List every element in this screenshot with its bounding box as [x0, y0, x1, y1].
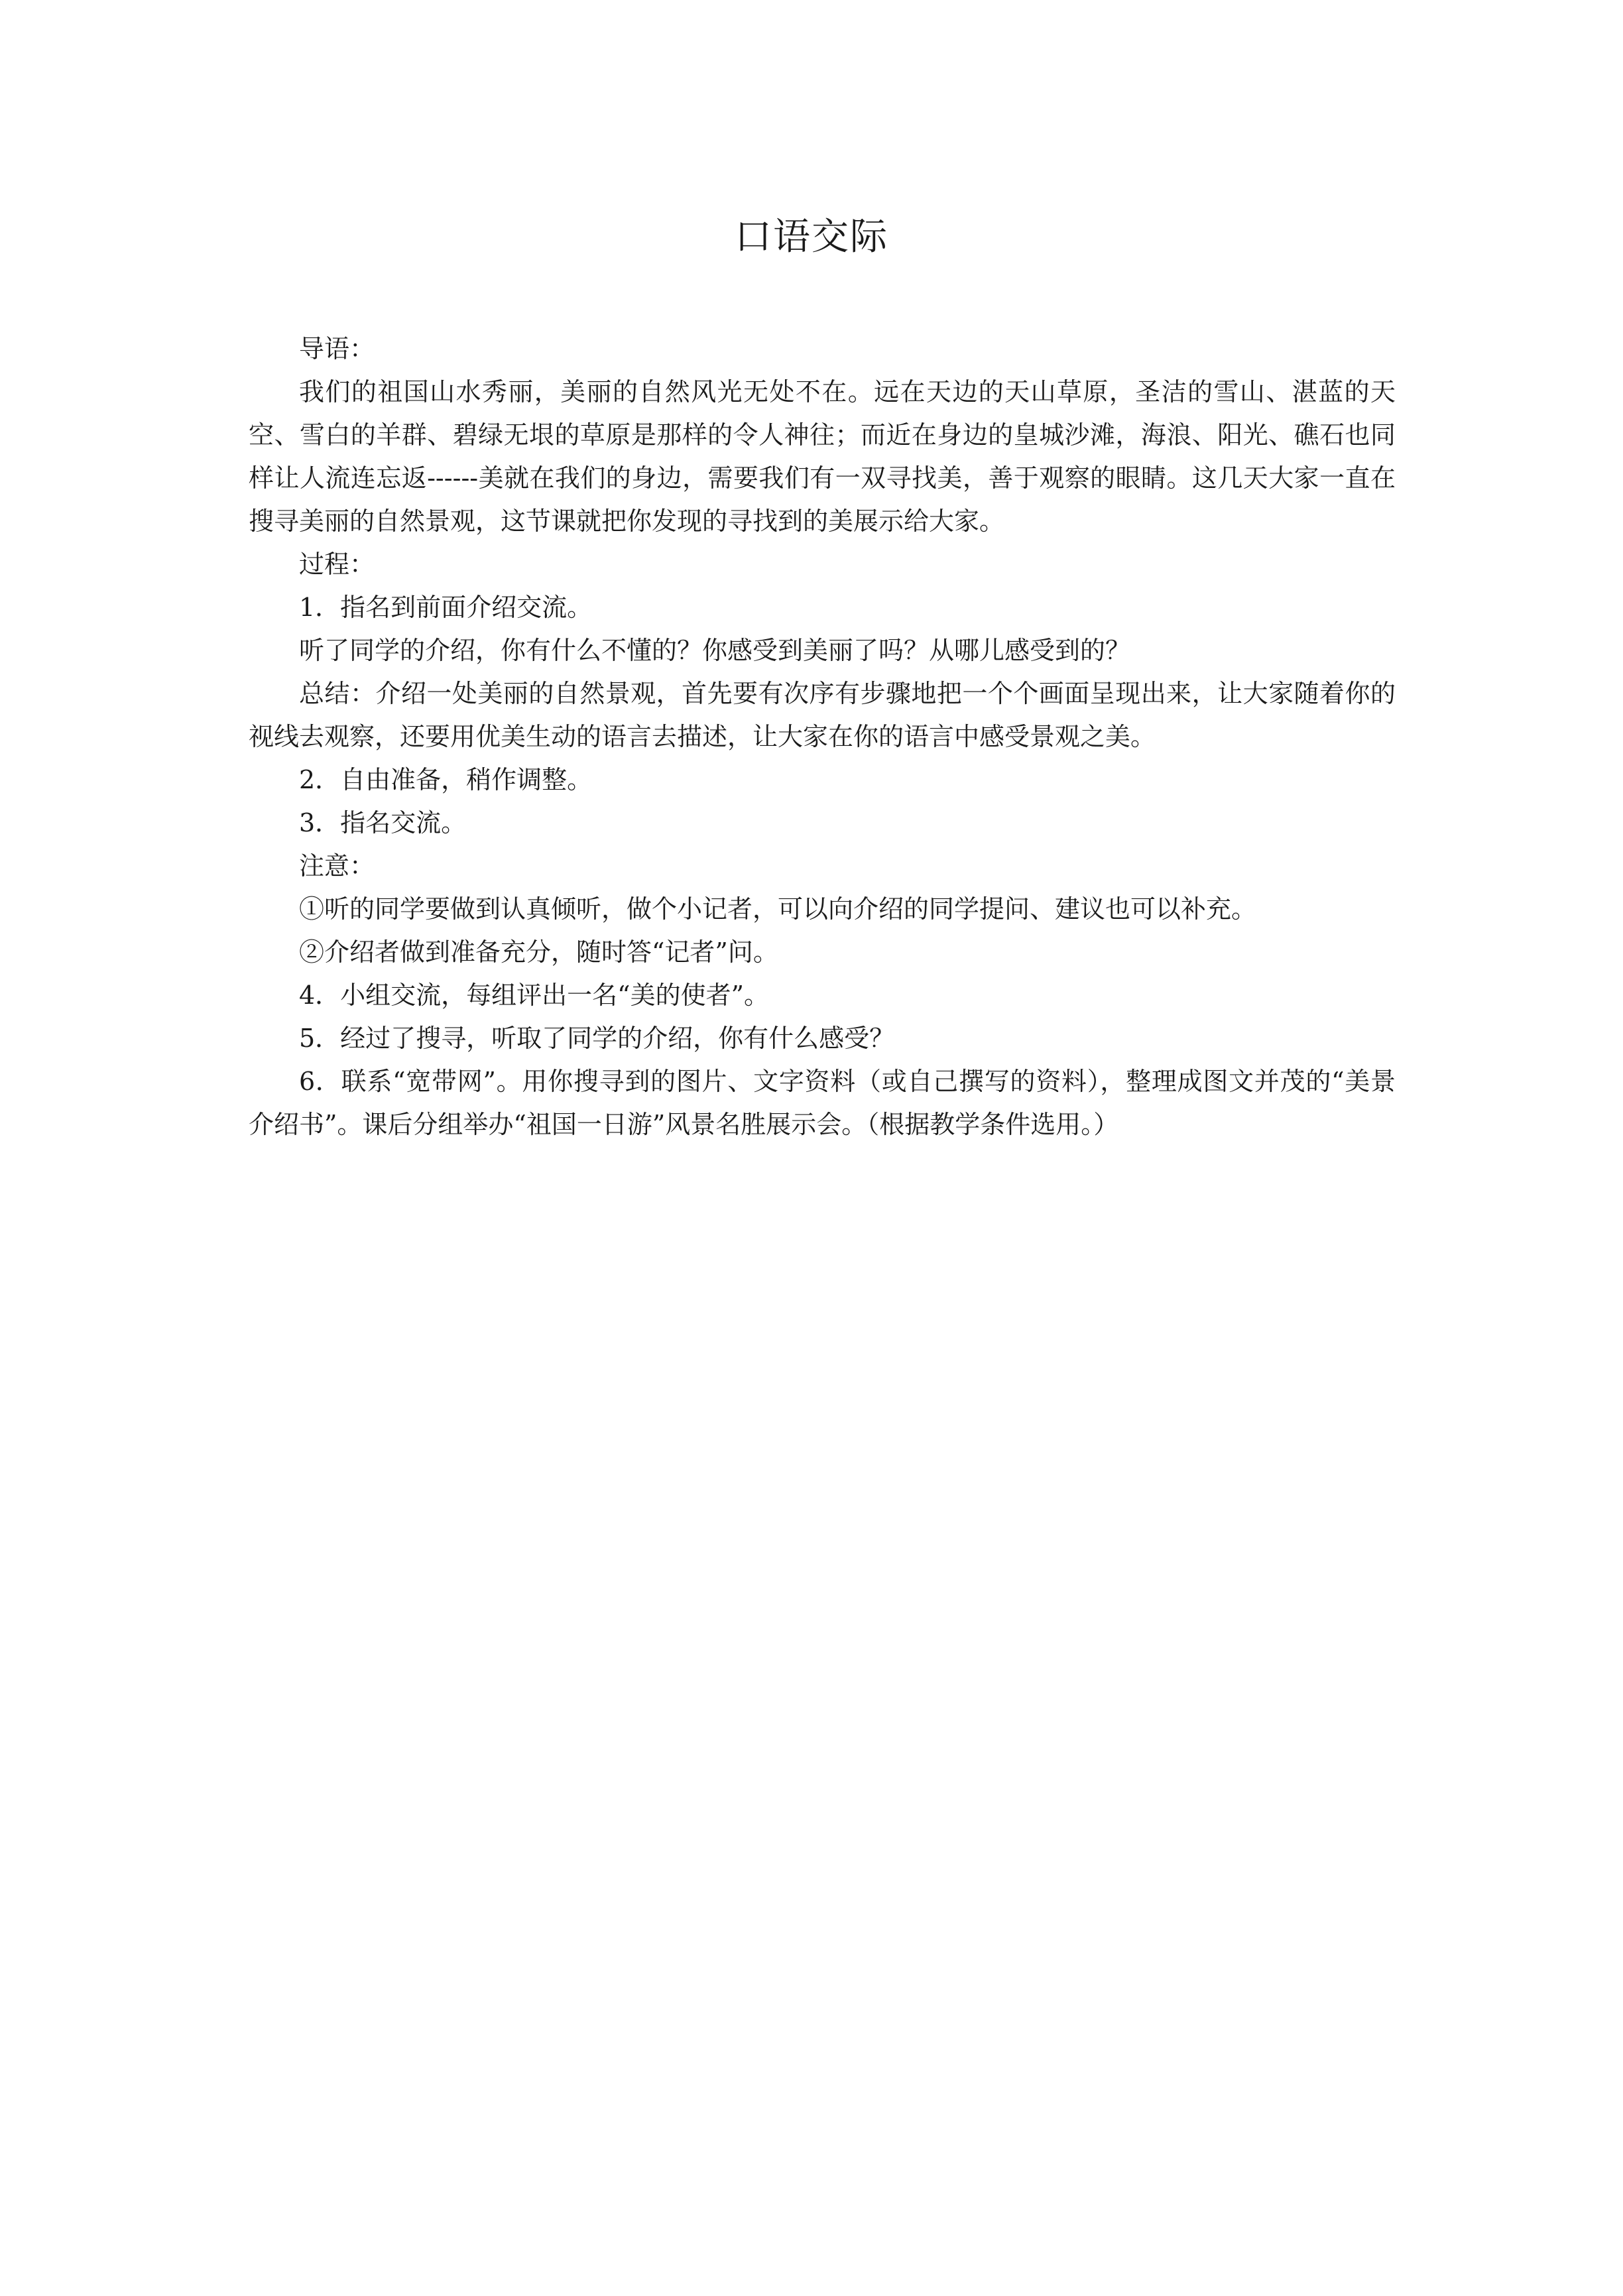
paragraph-summary: 总结：介绍一处美丽的自然景观，首先要有次序有步骤地把一个个画面呈现出来，让大家随着你的视线去观察，还要用优美生动的语言去描述，让大家在你的语言中感受景观之美。 — [249, 679, 1396, 751]
paragraph-step-1: 1．指名到前面介绍交流。 — [299, 593, 593, 622]
paragraph-intro: 我们的祖国山水秀丽，美丽的自然风光无处不在。远在天边的天山草原，圣洁的雪山、湛蓝的天空、雪白的羊群、碧绿无垠的草原是那样的令人神往；而近在身边的皇城沙滩，海浪、阳光、礁石也同样让人流连忘返------美就在我们的身边，需要我们有一双寻找美，善于观察的眼睛。这几天大家一直在搜寻美丽的自然景观，这节课就把你发现的寻找到的美展示给大家。 — [249, 377, 1396, 536]
paragraph-step-3: 3．指名交流。 — [299, 808, 467, 837]
page-title: 口语交际 — [735, 215, 888, 259]
paragraph-notice-label: 注意： — [299, 851, 375, 880]
paragraph-intro-label: 导语： — [299, 334, 375, 363]
paragraph-step-6: 6．联系“宽带网”。用你搜寻到的图片、文字资料（或自己撰写的资料），整理成图文并茂的“美景介绍书”。课后分组举办“祖国一日游”风景名胜展示会。（根据教学条件选用。） — [249, 1067, 1396, 1139]
paragraph-step-2: 2．自由准备，稍作调整。 — [299, 765, 593, 794]
paragraph-notice-1: ①听的同学要做到认真倾听，做个小记者，可以向介绍的同学提问、建议也可以补充。 — [299, 894, 1257, 924]
paragraph-process-label: 过程： — [299, 550, 375, 579]
paragraph-notice-2: ②介绍者做到准备充分，随时答“记者”问。 — [299, 937, 778, 967]
paragraph-step-5: 5．经过了搜寻，听取了同学的介绍，你有什么感受？ — [299, 1024, 895, 1053]
document-body — [249, 328, 1396, 1146]
paragraph-question: 听了同学的介绍，你有什么不懂的？你感受到美丽了吗？从哪儿感受到的？ — [299, 636, 1131, 665]
paragraph-step-4: 4．小组交流，每组评出一名“美的使者”。 — [299, 981, 770, 1010]
